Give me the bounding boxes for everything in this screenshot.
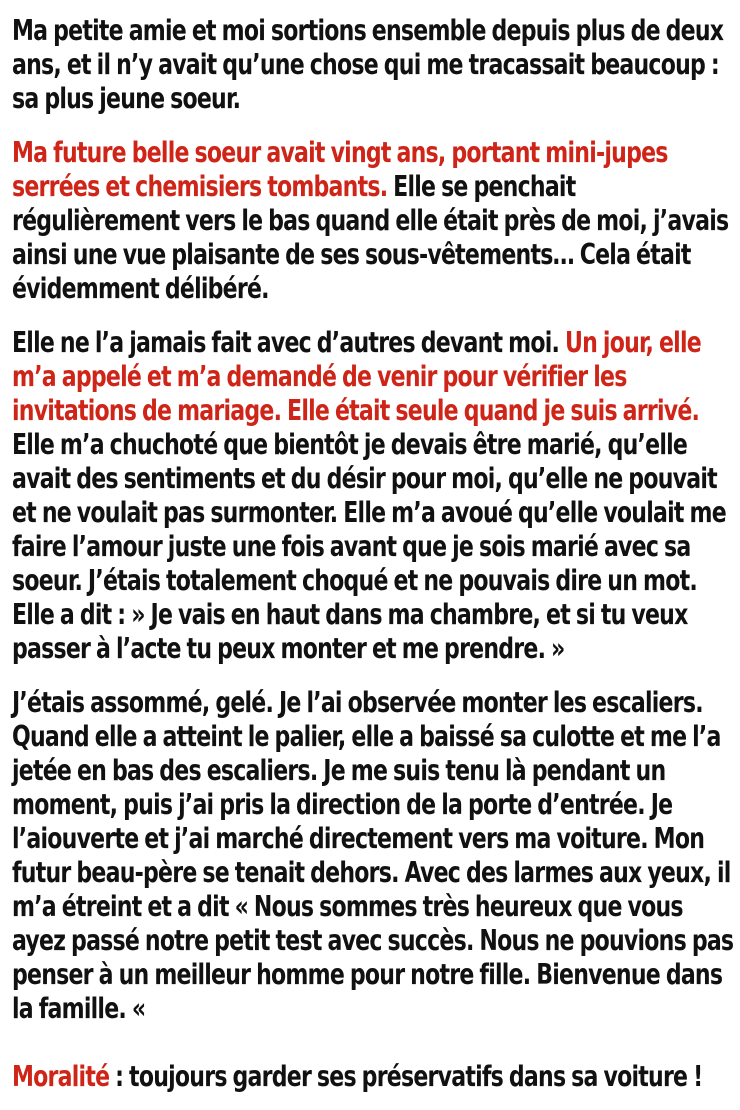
body-text-run: Elle ne l’a jamais fait avec d’autres devant moi.	[12, 326, 566, 359]
highlighted-text-run: Un jour, elle m’a appelé et m’a demandé de venir pour vérifier les invitations de mariage. Elle était seule quand je suis arrivé.	[12, 326, 701, 427]
body-text-run: J’étais assommé, gelé. Je l’ai observée monter les escaliers. Quand elle a atteint le palier, elle a baissé sa culotte et me l’a jetée en bas des escaliers. Je me suis tenu là pendant un moment, puis j’ai pris la direction de la porte d’entrée. Je l’aiouverte et j’ai marché directement vers ma voiture. Mon futur beau-père se tenait dehors. Avec des larmes aux yeux, il m’a étreint et a dit « Nous sommes très heureux que vous ayez passé notre petit test avec succès. Nous ne pouvions pas penser à un meilleur homme pour notre fille. Bienvenue dans la famille. «	[12, 686, 734, 1025]
paragraph-spacer	[12, 1046, 736, 1060]
paragraph-p3	[12, 326, 736, 666]
body-text-run: : toujours garder ses préservatifs dans sa voiture !	[109, 1060, 703, 1093]
highlighted-text-run: Moralité	[12, 1060, 110, 1093]
highlighted-text-run: Ma future belle soeur avait vingt ans, portant mini-jupes serrées et chemisiers tombants.	[12, 136, 668, 203]
body-text-run: Elle m’a chuchoté que bientôt je devais être marié, qu’elle avait des sentiments et du désir pour moi, qu’elle ne pouvait et ne voulait pas surmonter. Elle m’a avoué qu’elle voulait me faire l’amour juste une fois avant que je sois marié avec sa soeur. J’étais totalement choqué et ne pouvais dire un mot. Elle a dit : » Je vais en haut dans ma chambre, et si tu veux passer à l’acte tu peux monter et me prendre. »	[12, 428, 726, 665]
body-text-run: Ma petite amie et moi sortions ensemble depuis plus de deux ans, et il n’y avait qu’une chose qui me tracassait beaucoup : sa plus jeune soeur.	[12, 14, 724, 115]
paragraph-p5	[12, 1060, 736, 1094]
paragraph-p2	[12, 136, 736, 306]
paragraph-p4	[12, 686, 736, 1026]
paragraph-p1	[12, 14, 736, 116]
body-text-run: Elle se penchait régulièrement vers le bas quand elle était près de moi, j’avais ainsi une vue plaisante de ses sous-vêtements… Cela était évidemment délibéré.	[12, 170, 729, 305]
